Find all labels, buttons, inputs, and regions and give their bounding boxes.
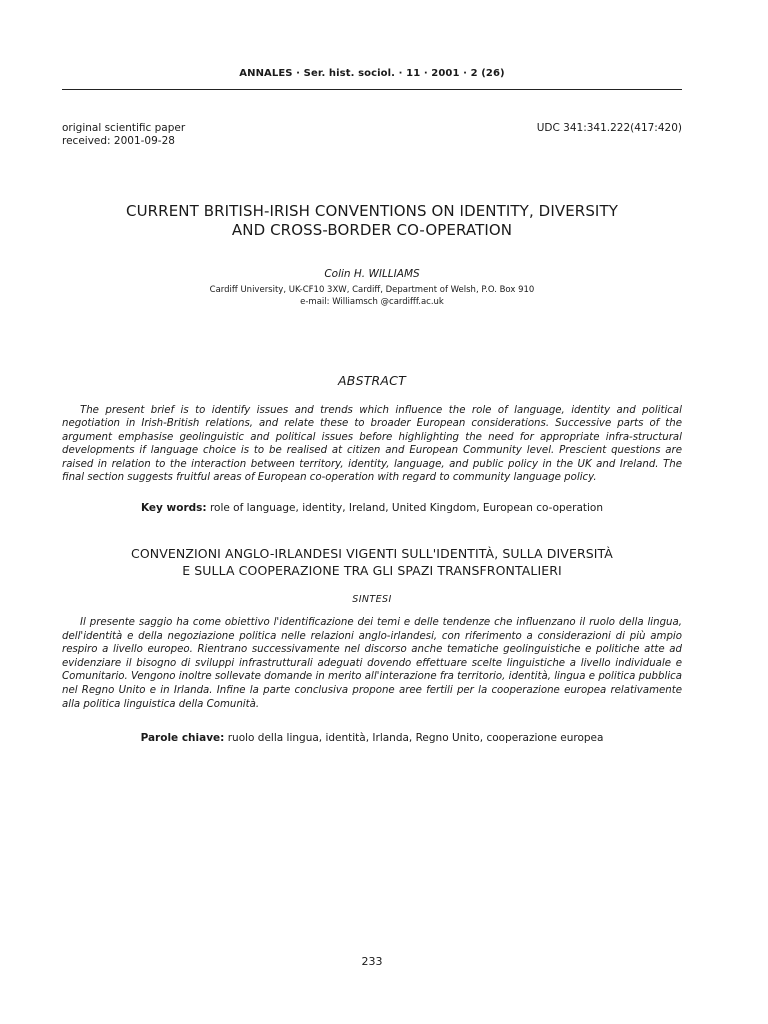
page-number: 233: [361, 955, 383, 968]
udc-code: UDC 341:341.222(417:420): [536, 122, 682, 134]
author-email: e-mail: Williamsch @cardifff.ac.uk: [300, 297, 444, 307]
title-line-1: CURRENT BRITISH-IRISH CONVENTIONS ON IDENTITY, DIVERSITY: [126, 202, 618, 220]
header-rule: [62, 89, 682, 90]
parole-chiave-label: Parole chiave:: [140, 732, 225, 744]
italian-title-line-1: CONVENZIONI ANGLO-IRLANDESI VIGENTI SULL'IDENTITÀ, SULLA DIVERSITÀ: [131, 546, 613, 561]
paper-title: [62, 202, 682, 240]
abstract-text: The present brief is to identify issues and trends which influence the role of language, identity and political negotiation in Irish-British relations, and relate these to broader European considerations. Successive parts of the argument emphasise geolinguistic and political issues before highlighting the need for appropriate infra-structural developments if language choice is to be realised at citizen and European Community level. Prescient questions are raised in relation to the interaction between territory, identity, language, and public policy in the UK and Ireland. The final section suggests fruitful areas of European co-operation with regard to community language policy.: [62, 405, 682, 484]
paper-type: original scientific paper: [62, 122, 186, 134]
parole-chiave-line: [62, 732, 682, 744]
abstract-heading: ABSTRACT: [338, 373, 406, 388]
keywords-line: [62, 502, 682, 514]
author-affiliation-block: [62, 284, 682, 308]
sintesi-heading: SINTESI: [352, 594, 392, 605]
sintesi-text: Il presente saggio ha come obiettivo l'identificazione dei temi e delle tendenze che influenzano il ruolo della lingua, dell'identità e della negoziazione politica nelle relazioni anglo-irlandesi, con riferimento a considerazioni di più ampio respiro a livello europeo. Rientrano successivamente nel discorso anche tematiche geolinguistiche e politiche atte ad evidenziare il bisogno di sviluppi infrastrutturali adeguati dovendo effettuare scelte linguistiche a livello individuale e Comunitario. Vengono inoltre sollevate domande in merito all'interazione fra territorio, identità, lingua e politica pubblica nel Regno Unito e in Irlanda. Infine la parte conclusiva propone aree fertili per la cooperazione europea relativamente alla politica linguistica della Comunità.: [62, 617, 682, 710]
keywords-value: role of language, identity, Ireland, United Kingdom, European co-operation: [206, 502, 604, 514]
parole-chiave-value: ruolo della lingua, identità, Irlanda, Regno Unito, cooperazione europea: [224, 732, 604, 744]
author-name: Colin H. WILLIAMS: [324, 268, 420, 280]
running-head: ANNALES · Ser. hist. sociol. · 11 · 2001 · 2 (26): [239, 68, 505, 79]
italian-title-line-2: E SULLA COOPERAZIONE TRA GLI SPAZI TRANSFRONTALIERI: [182, 563, 562, 578]
keywords-label: Key words:: [140, 502, 207, 514]
italian-title: [62, 545, 682, 579]
title-line-2: AND CROSS-BORDER CO-OPERATION: [231, 221, 513, 239]
received-date: received: 2001-09-28: [62, 135, 175, 147]
author-affiliation: Cardiff University, UK-CF10 3XW, Cardiff, Department of Welsh, P.O. Box 910: [209, 285, 535, 295]
paper-meta: [62, 122, 185, 148]
